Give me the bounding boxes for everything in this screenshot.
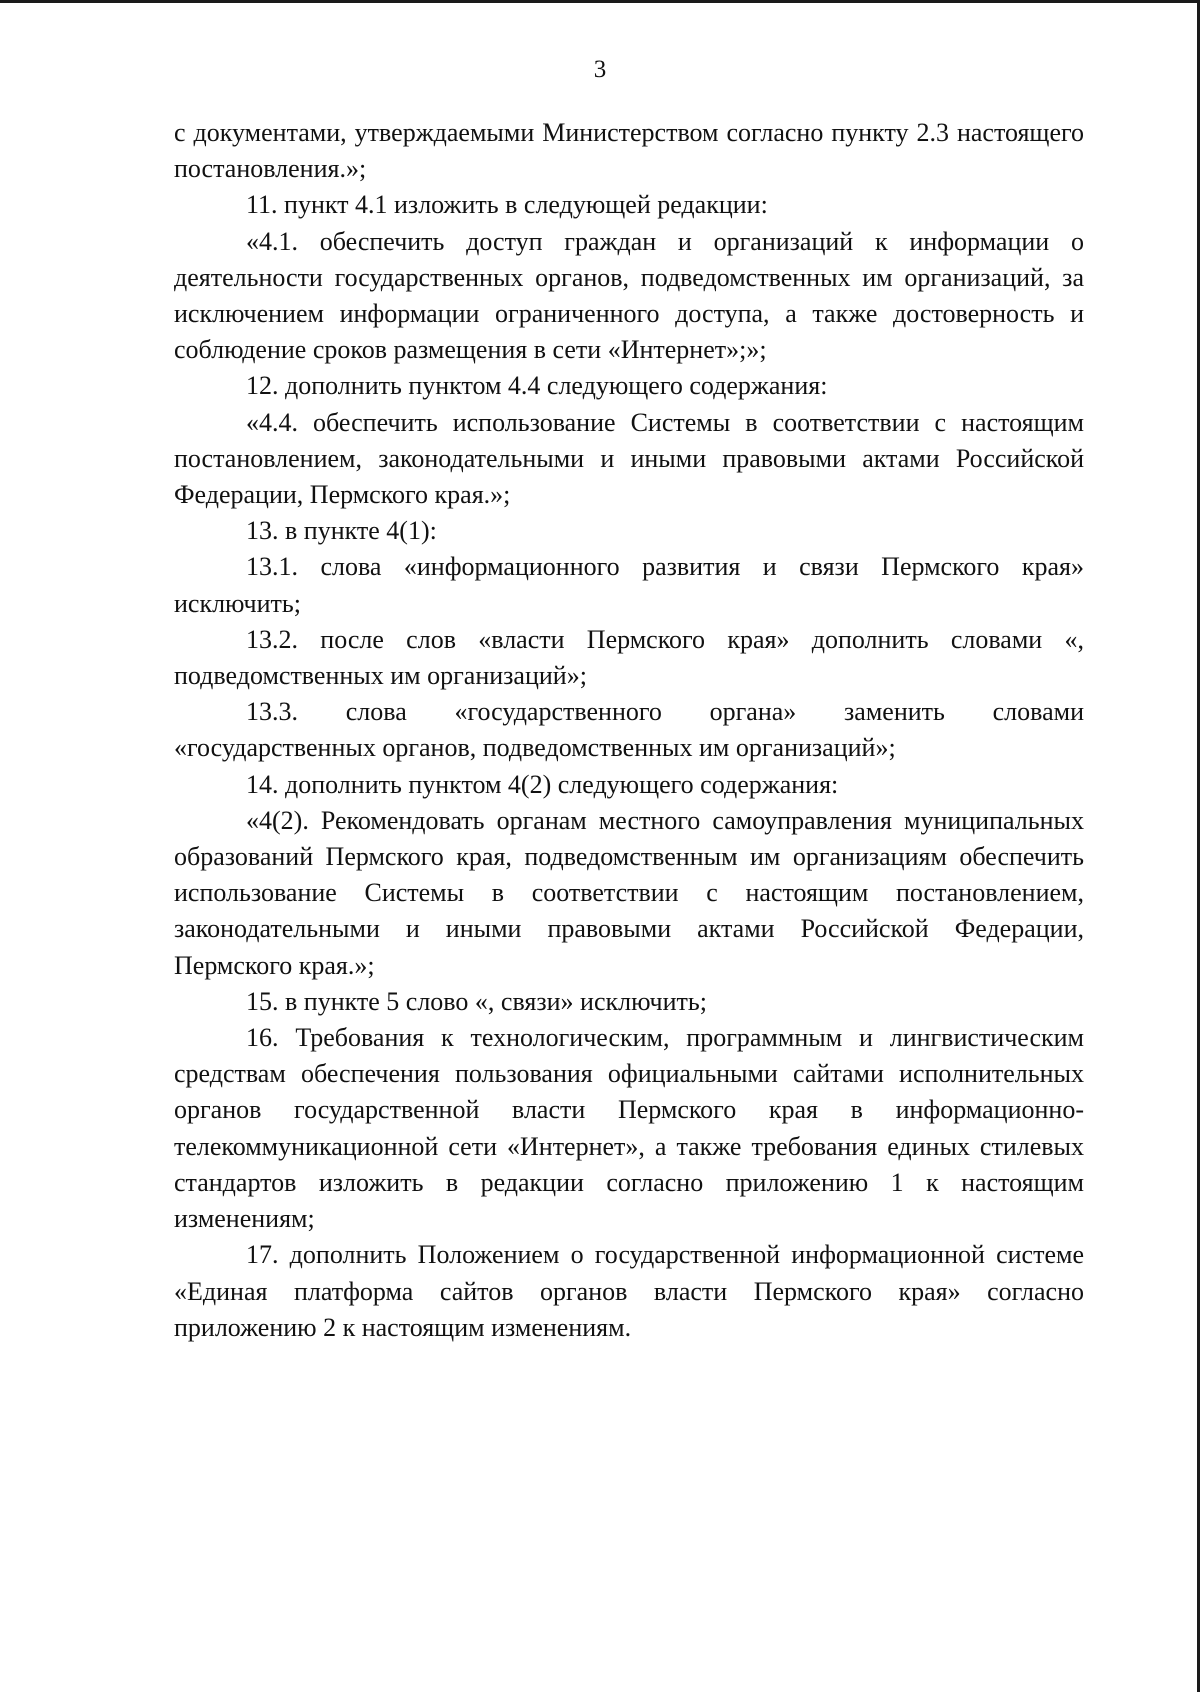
paragraph-item-13-2: 13.2. после слов «власти Пермского края» дополнить словами «, подведомственных им организаций»; (174, 624, 1084, 691)
paragraph-item-13-1: 13.1. слова «информационного развития и связи Пермского края» исключить; (174, 552, 1084, 618)
scan-edge-top (0, 0, 1200, 3)
paragraph-item-15: 15. в пункте 5 слово «, связи» исключить; (246, 986, 707, 1016)
page-number: 3 (593, 56, 607, 83)
paragraph-item-16: 16. Требования к технологическим, программным и лингвистическим средствам обеспечения пользования официальными сайтами исполнительных органов государственной власти Пермского края в информационно-телекоммуникационной сети «Интернет», а также требования единых стилевых стандартов изложить в редакции согласно приложению 1 к настоящим изменениям; (174, 1023, 1084, 1234)
paragraph-item-11: 11. пункт 4.1 изложить в следующей редакции: (246, 190, 768, 220)
paragraph-continuation: с документами, утверждаемыми Министерством согласно пункту 2.3 настоящего постановления.»; (174, 118, 1084, 184)
document-body (174, 115, 1084, 1346)
paragraph-item-12: 12. дополнить пунктом 4.4 следующего содержания: (246, 371, 828, 401)
paragraph-item-4-2: «4(2). Рекомендовать органам местного самоуправления муниципальных образований Пермского края, подведомственным им организациям обеспечить использование Системы в соответствии с настоящим постановлением, законодательными и иными правовыми актами Российской Федерации, Пермского края.»; (174, 805, 1084, 980)
paragraph-item-13: 13. в пункте 4(1): (246, 516, 437, 546)
paragraph-item-4-1: «4.1. обеспечить доступ граждан и организаций к информации о деятельности государственных органов, подведомственных им организаций, за исключением информации ограниченного доступа, а также достоверность и соблюдение сроков размещения в сети «Интернет»;»; (174, 226, 1084, 365)
paragraph-item-17: 17. дополнить Положением о государственной информационной системе «Единая платформа сайтов органов власти Пермского края» согласно приложению 2 к настоящим изменениям. (174, 1240, 1084, 1342)
paragraph-item-13-3: 13.3. слова «государственного органа» заменить словами «государственных органов, подведомственных им организаций»; (174, 697, 1084, 763)
paragraph-item-14: 14. дополнить пунктом 4(2) следующего содержания: (246, 769, 839, 799)
paragraph-item-4-4: «4.4. обеспечить использование Системы в соответствии с настоящим постановлением, законодательными и иными правовыми актами Российской Федерации, Пермского края.»; (174, 407, 1084, 510)
